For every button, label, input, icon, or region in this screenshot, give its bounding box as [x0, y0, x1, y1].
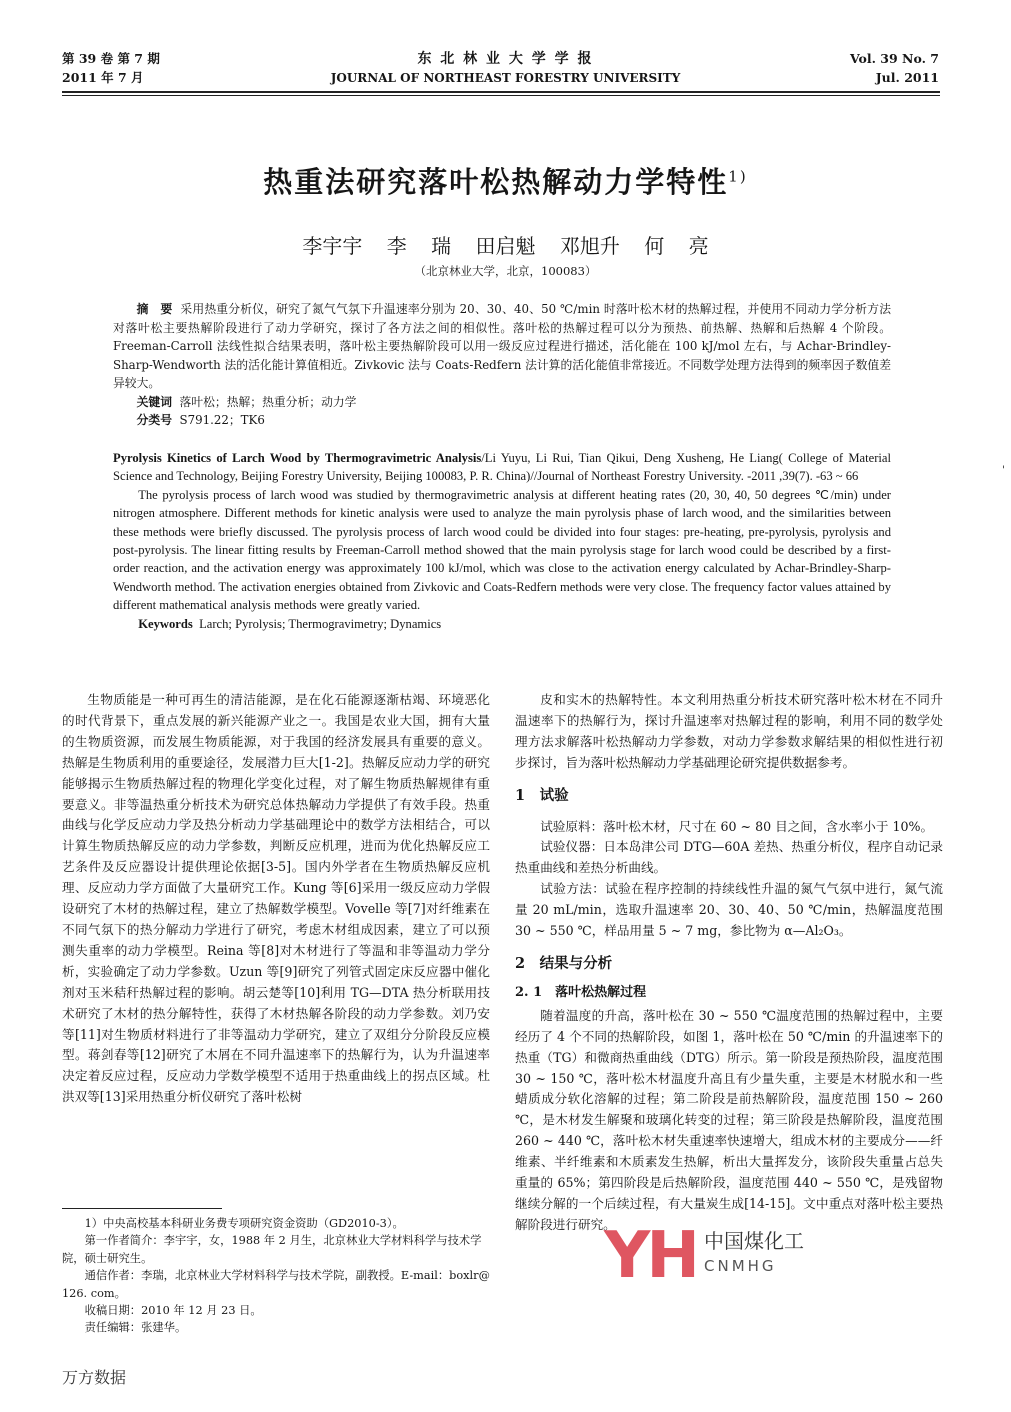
abstract-cn-label: 摘 要	[136, 302, 173, 316]
footnote-funding: 1）中央高校基本科研业务费专项研究资金资助（GD2010-3）。	[84, 1217, 404, 1230]
keywords-cn: 落叶松；热解；热重分析；动力学	[179, 394, 357, 409]
volume-cn: 第 39 卷 第 7 期	[62, 51, 160, 66]
keywords-en: Larch; Pyrolysis; Thermogravimetry; Dynamics	[199, 616, 442, 631]
logo-glyph: YH	[604, 1219, 696, 1293]
left-column	[62, 690, 490, 1108]
abstract-cn-text: 采用热重分析仪，研究了氮气气氛下升温速率分别为 20、30、40、50 ℃/min 时落叶松木材的热解过程，并使用不同动力学分析方法对落叶松主要热解阶段进行了动力学研究，探讨了各方法之间的相似性。落叶松的热解过程可以分为预热、前热解、热解和后热解 4 个阶段。Freeman-Carroll 法线性拟合结果表明，落叶松主要热解阶段可以用一级反应过程进行描述，活化能在 100 kJ/mol 左右，与 Achar-Brindley-Sharp-Wendworth 法的活化能计算值相近。Zivkovic 法与 Coats-Redfern 法计算的活化能值非常接近。不同数学处理方法得到的频率因子数值差异较大。	[113, 302, 891, 390]
footnote-corresponding: 通信作者：李瑞，北京林业大学材料科学与技术学院，副教授。E-mail：boxlr@ 126. com。	[62, 1269, 490, 1300]
intro-continued: 皮和实木的热解特性。本文利用热重分析技术研究落叶松木材在不同升温速率下的热解行为，探讨升温速率对热解过程的影响，利用不同的数学处理方法求解落叶松热解动力学参数，对动力学参数求解结果的相似性进行初步探讨，旨为落叶松热解动力学基础理论研究提供数据参考。	[515, 692, 943, 770]
journal-title-cn: 东 北 林 业 大 学 学 报	[417, 51, 594, 67]
keywords-cn-label: 关键词	[136, 394, 172, 409]
section-2-heading: 2 结果与分析	[515, 954, 613, 972]
volume-en: Vol. 39 No. 7	[849, 51, 939, 66]
paper-title-text: 热重法研究落叶松热解动力学特性	[263, 165, 729, 199]
classification-number: S791.22；TK6	[179, 413, 265, 427]
logo-name-cn: 中国煤化工	[704, 1225, 804, 1254]
paper-title	[0, 160, 1011, 201]
citation-en: /Li Yuyu, Li Rui, Tian Qikui, Deng Xusheng, He Liang( College of Material Science and Technology, Beijing Forestry University, Beijing 100083, P. R. China)//Journal of Northeast Forestry University. -2011 ,39(7). -63 ~ 66	[113, 451, 891, 484]
header-rule	[62, 91, 940, 93]
classification-label: 分类号	[136, 413, 172, 427]
subsection-2-1-heading: 2. 1 落叶松热解过程	[515, 984, 647, 1000]
cnmhg-logo	[604, 1217, 824, 1299]
materials-paragraph: 试验原料：落叶松木材，尺寸在 60 ~ 80 目之间，含水率小于 10%。	[540, 818, 934, 834]
citation-title-en: Pyrolysis Kinetics of Larch Wood by Thermogravimetric Analysis	[113, 451, 482, 465]
footnotes	[62, 1215, 490, 1337]
instrument-paragraph: 试验仪器：日本岛津公司 DTG—60A 差热、热重分析仪，程序自动记录热重曲线和差热分析曲线。	[515, 839, 943, 876]
footnote-received: 收稿日期：2010 年 12 月 23 日。	[84, 1304, 262, 1318]
affiliation: （北京林业大学，北京，100083）	[414, 264, 597, 278]
journal-title-en: JOURNAL OF NORTHEAST FORESTRY UNIVERSITY	[330, 71, 681, 85]
title-footnote-mark: 1)	[728, 167, 748, 186]
abstract-en	[113, 449, 891, 633]
wanfang-watermark: 万方数据	[62, 1368, 127, 1387]
logo-name-en: CNMHG	[704, 1257, 777, 1275]
footnote-editor: 责任编辑：张建华。	[84, 1321, 187, 1335]
date-en: Jul. 2011	[875, 70, 939, 85]
section-1-heading: 1 试验	[515, 786, 569, 804]
margin-mark: '	[1002, 465, 1005, 476]
abstract-cn	[113, 300, 891, 430]
footnote-first-author: 第一作者简介：李宇宇，女，1988 年 2 月生，北京林业大学材料科学与技术学院，硕士研究生。	[62, 1234, 482, 1265]
keywords-en-label: Keywords	[138, 616, 193, 631]
intro-paragraph: 生物质能是一种可再生的清洁能源，是在化石能源逐渐枯竭、环境恶化的时代背景下，重点发展的新兴能源产业之一。我国是农业大国，拥有大量的生物质资源，而发展生物质能源，对于我国的经济发展具有重要的意义。热解是生物质利用的重要途径，发展潜力巨大[1-2]。热解反应动力学的研究能够揭示生物质热解过程的物理化学变化过程，对了解生物质热解规律有重要意义。非等温热重分析技术为研究总体热解动力学提供了有效手段。热重曲线与化学反应动力学及热分析动力学基础理论中的数学方法相结合，可以计算生物质热解反应的动力学参数，判断反应机理，进而为优化热解反应工艺条件及反应器设计提供理论依据[3-5]。国内外学者在生物质热解反应机理、反应动力学方面做了大量研究工作。Kung 等[6]采用一级反应动力学假设研究了木材的热解过程，建立了热解数学模型。Vovelle 等[7]对纤维素在不同气氛下的热分解动力学进行了研究，考虑木材组成因素，建立了可以预测失重率的动力学模型。Reina 等[8]对木材进行了等温和非等温动力学分析，实验确定了动力学参数。Uzun 等[9]研究了列管式固定床反应器中催化剂对玉米秸秆热解过程的影响。胡云楚等[10]利用 TG—DTA 热分析联用技术研究了木材的热分解特性，获得了木材热解各阶段的动力学参数。刘乃安等[11]对生物质材料进行了非等温动力学研究，建立了双组分分阶段反应模型。蒋剑春等[12]研究了木屑在不同升温速率下的热解行为，认为升温速率决定着反应过程，反应动力学数学模型不适用于热重曲线上的拐点区域。杜洪双等[13]采用热重分析仪研究了落叶松树	[62, 692, 490, 1105]
date-cn: 2011 年 7 月	[62, 70, 144, 85]
results-paragraph: 随着温度的升高，落叶松在 30 ~ 550 ℃温度范围的热解过程中，主要经历了 4 个不同的热解阶段，如图 1，落叶松在 50 ℃/min 的升温速率下的热重（TG）和微商热重曲线（DTG）所示。第一阶段是预热阶段，温度范围 30 ~ 150 ℃，落叶松木材温度升高且有少量失重，主要是木材脱水和一些蜡质成分软化溶解的过程；第二阶段是前热解阶段，温度范围 150 ~ 260 ℃，是木材发生解聚和玻璃化转变的过程；第三阶段是热解阶段，温度范围 260 ~ 440 ℃，落叶松木材失重速率快速增大，组成木材的主要成分——纤维素、半纤维素和木质素发生热解，析出大量挥发分，该阶段失重量占总失重量的 65%；第四阶段是后热解阶段，温度范围 440 ~ 550 ℃，是残留物继续分解的一个后续过程，有大量炭生成[14-15]。文中重点对落叶松主要热解阶段进行研究。	[515, 1007, 943, 1232]
right-column	[515, 690, 943, 1236]
footnote-rule	[62, 1208, 222, 1209]
author-list: 李宇宇 李 瑞 田启魁 邓旭升 何 亮	[302, 234, 709, 258]
method-paragraph: 试验方法：试验在程序控制的持续线性升温的氮气气氛中进行，氮气流量 20 mL/min，选取升温速率 20、30、40、50 ℃/min，热解温度范围 30 ~ 550 ℃，样品用量 5 ~ 7 mg，参比物为 α—Al₂O₃。	[515, 881, 943, 939]
abstract-en-text: The pyrolysis process of larch wood was studied by thermogravimetric analysis at different heating rates (20, 30, 40, 50 degrees ℃/min) under nitrogen atmosphere. Different methods for kinetic analysis were used to analyze the main pyrolysis phase of larch wood, and the similarities between these methods were briefly discussed. The pyrolysis process of larch wood could be divided into four stages: pre-heating, pre-pyrolysis, pyrolysis and post-pyrolysis. The linear fitting results by Freeman-Carroll method showed that the main pyrolysis stage for larch wood could be described by a first-order reaction, and the activation energy was approximately 100 kJ/mol, which was close to the activation energy calculated by Achar-Brindley-Sharp-Wendworth method. The activation energies obtained from Zivkovic and Coats-Redfern methods were very close. The frequency factor values attained by different mathematical analysis methods were greatly varied.	[113, 487, 891, 613]
header-rule-thin	[62, 95, 940, 96]
